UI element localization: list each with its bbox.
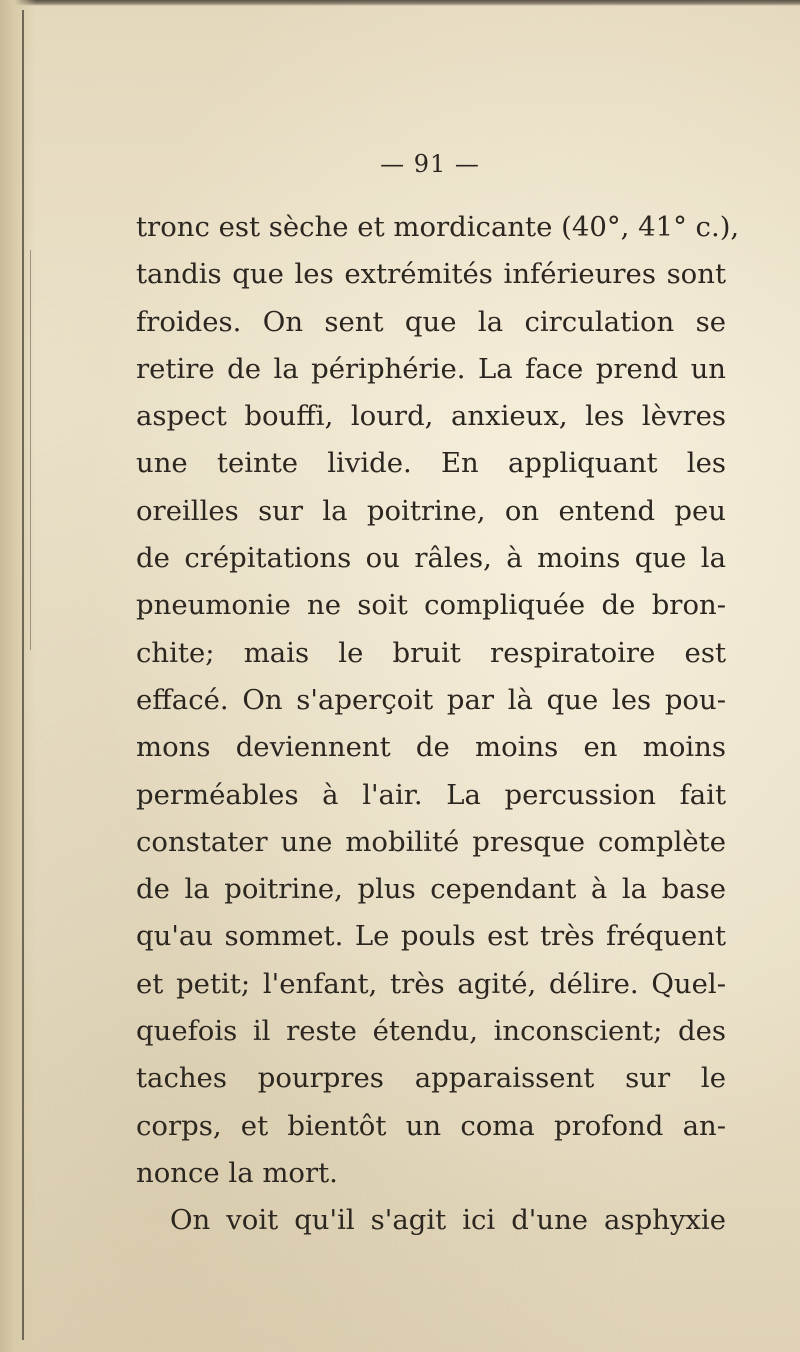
text-line: quefois il reste étendu, inconscient; des bbox=[136, 1015, 726, 1048]
text-line: perméables à l'air. La percussion fait bbox=[136, 778, 726, 811]
text-line: oreilles sur la poitrine, on entend peu bbox=[136, 494, 726, 527]
text-line: aspect bouffi, lourd, anxieux, les lèvres bbox=[136, 400, 726, 433]
text-line: et petit; l'enfant, très agité, délire. Quel- bbox=[136, 967, 726, 1000]
text-line: mons deviennent de moins en moins bbox=[136, 731, 726, 764]
text-line: effacé. On s'aperçoit par là que les pou- bbox=[136, 683, 726, 716]
text-line: On voit qu'il s'agit ici d'une asphyxie bbox=[170, 1204, 726, 1237]
text-line: tandis que les extrémités inférieures sont bbox=[136, 258, 726, 291]
text-line: taches pourpres apparaissent sur le bbox=[136, 1062, 726, 1095]
text-line: de crépitations ou râles, à moins que la bbox=[136, 542, 726, 575]
text-line: qu'au sommet. Le pouls est très fréquent bbox=[136, 920, 726, 953]
text-line: chite; mais le bruit respiratoire est bbox=[136, 636, 726, 669]
page-top-edge bbox=[0, 0, 800, 6]
binding-line-secondary bbox=[30, 250, 31, 650]
body-text bbox=[136, 204, 740, 1245]
binding-line bbox=[22, 10, 24, 1340]
book-binding bbox=[0, 0, 36, 1352]
text-line: retire de la périphérie. La face prend un bbox=[136, 352, 726, 385]
text-line: nonce la mort. bbox=[136, 1156, 338, 1189]
text-line: une teinte livide. En appliquant les bbox=[136, 447, 726, 480]
text-line: constater une mobilité presque complète bbox=[136, 825, 726, 858]
page-number-header: — 91 — bbox=[380, 150, 480, 178]
text-line: froides. On sent que la circulation se bbox=[136, 305, 726, 338]
text-line: tronc est sèche et mordicante (40°, 41° c.), bbox=[136, 211, 740, 243]
text-line: corps, et bientôt un coma profond an- bbox=[136, 1109, 726, 1142]
text-line: de la poitrine, plus cependant à la base bbox=[136, 873, 726, 906]
text-line: pneumonie ne soit compliquée de bron- bbox=[136, 589, 726, 622]
